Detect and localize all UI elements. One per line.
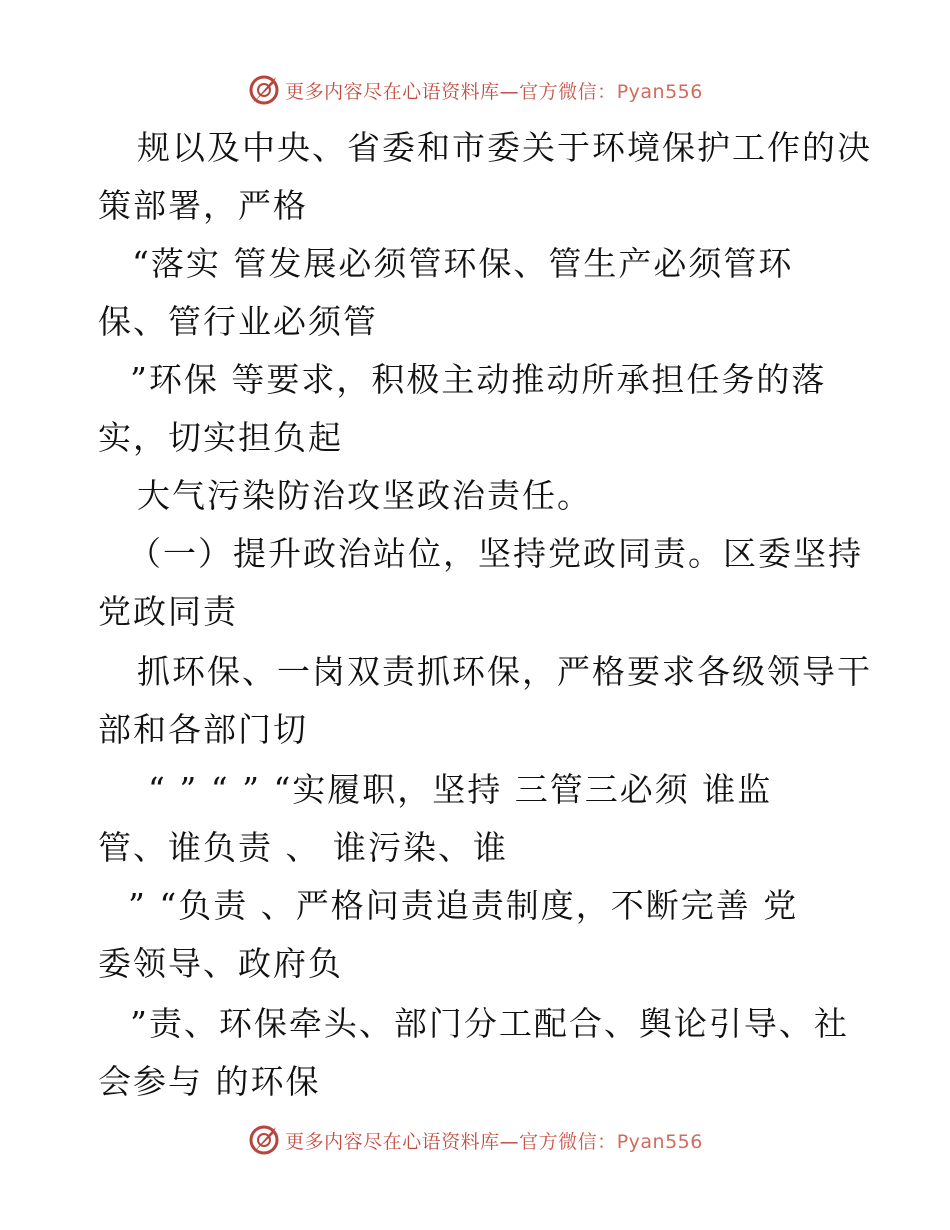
text-line-16: ”责、环保牵头、部门分工配合、舆论引导、社 [130,1004,849,1043]
text-line-7: 大气污染防治攻坚政治责任。 [137,476,592,515]
text-line-8: （一）提升政治站位，坚持党政同责。区委坚持 [128,534,863,573]
watermark-id: Pyan556 [616,1130,703,1153]
text-line-17: 会参与 的环保 [98,1062,321,1101]
text-line-11: 部和各部门切 [98,710,308,749]
text-line-10: 抓环保、一岗双责抓环保，严格要求各级领导干 [137,652,872,691]
watermark-separator: — [499,1130,520,1153]
quill-logo-icon [247,1123,281,1157]
text-line-14: ” “负责 、严格问责追责制度，不断完善 党 [128,886,799,925]
text-line-2: 策部署，严格 [98,186,308,225]
text-line-12: “ ” “ ” “实履职，坚持 三管三必须 谁监 [148,770,773,809]
text-line-5: ”环保 等要求，积极主动推动所承担任务的落 [130,360,827,399]
text-line-4: 保、管行业必须管 [98,302,378,341]
watermark-id: Pyan556 [616,80,703,103]
text-line-9: 党政同责 [98,592,238,631]
text-line-6: 实，切实担负起 [98,418,343,457]
header-watermark-banner [0,68,950,112]
watermark-main: 更多内容尽在心语资料库 [285,80,500,103]
footer-watermark-banner [0,1118,950,1162]
watermark-main: 更多内容尽在心语资料库 [285,1130,500,1153]
watermark-text [285,1127,703,1154]
watermark-sub: 官方微信： [519,1130,617,1153]
watermark-sub: 官方微信： [519,80,617,103]
quill-logo-icon [247,73,281,107]
watermark-separator: — [499,80,520,103]
text-line-1: 规以及中央、省委和市委关于环境保护工作的决 [137,128,872,167]
text-line-13: 管、谁负责 、 谁污染、谁 [98,828,508,867]
text-line-3: “落实 管发展必须管环保、管生产必须管环 [132,244,794,283]
text-line-15: 委领导、政府负 [98,944,343,983]
watermark-text [285,77,703,104]
